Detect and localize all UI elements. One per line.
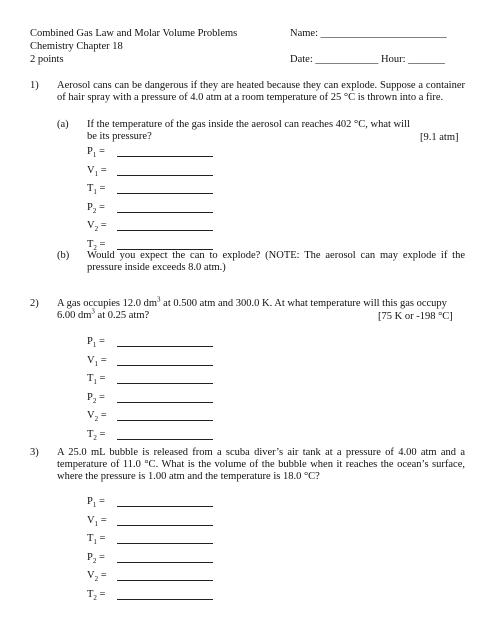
variable-subscript: 1 bbox=[92, 341, 97, 350]
answer-blank-line[interactable] bbox=[117, 599, 213, 600]
variable-label bbox=[87, 336, 105, 348]
equals-sign: = bbox=[96, 373, 106, 384]
variable-label bbox=[87, 589, 105, 601]
problem-2-text-part: A gas occupies 12.0 dm bbox=[57, 298, 158, 309]
answer-blank-line[interactable] bbox=[117, 346, 213, 347]
answer-blank-line[interactable] bbox=[117, 212, 213, 213]
variable-letter: P bbox=[87, 202, 93, 213]
variable-subscript: 2 bbox=[94, 575, 99, 584]
problem-2-text-part: at 0.500 atm and 300.0 K. At what temperature will this gas occupy 6.00 dm bbox=[57, 298, 447, 321]
equals-sign: = bbox=[96, 496, 105, 507]
variable-letter: V bbox=[87, 515, 95, 526]
problem-1b-text: Would you expect the can to explode? (NOTE: The aerosol can may explode if the pressure inside exceeds 8.0 atm.) bbox=[87, 250, 465, 273]
variable-subscript: 1 bbox=[94, 520, 99, 529]
variable-label bbox=[87, 392, 105, 404]
answer-blank-line[interactable] bbox=[117, 365, 213, 366]
variable-subscript: 1 bbox=[93, 188, 97, 197]
variable-letter: T bbox=[87, 373, 94, 384]
equals-sign: = bbox=[98, 355, 107, 366]
problem-1a-label: (a) bbox=[57, 119, 69, 130]
problem-1b-label: (b) bbox=[57, 250, 70, 261]
variable-label bbox=[87, 373, 105, 385]
variable-subscript: 1 bbox=[93, 378, 97, 387]
variable-label bbox=[87, 202, 105, 214]
variable-subscript: 2 bbox=[94, 225, 99, 234]
equals-sign: = bbox=[96, 429, 106, 440]
equals-sign: = bbox=[96, 589, 106, 600]
variable-label bbox=[87, 515, 107, 527]
equals-sign: = bbox=[96, 336, 105, 347]
variable-label bbox=[87, 533, 105, 545]
answer-blank-line[interactable] bbox=[117, 175, 213, 176]
equals-sign: = bbox=[96, 392, 105, 403]
equals-sign: = bbox=[98, 220, 107, 231]
variable-letter: V bbox=[87, 220, 95, 231]
equals-sign: = bbox=[96, 202, 105, 213]
equals-sign: = bbox=[98, 570, 107, 581]
variable-label bbox=[87, 183, 105, 195]
problem-1a-text: If the temperature of the gas inside the aerosol can reaches 402 °C, what will be its pressure? bbox=[87, 119, 410, 142]
superscript: 3 bbox=[157, 295, 161, 304]
variable-subscript: 2 bbox=[92, 397, 97, 406]
problem-3-text: A 25.0 mL bubble is released from a scuba diver’s air tank at a pressure of 4.00 atm and a temperature of 11.0 °C. What is the volume of the bubble when it reaches the ocean’s surface, where the pressure is 1.00 atm and the temperature is 18.0 °C? bbox=[57, 447, 465, 482]
variable-label bbox=[87, 165, 107, 177]
variable-subscript: 2 bbox=[92, 207, 97, 216]
equals-sign: = bbox=[98, 165, 107, 176]
variable-label bbox=[87, 220, 107, 232]
problem-2-number: 2) bbox=[30, 298, 39, 309]
answer-blank-line[interactable] bbox=[117, 230, 213, 231]
problem-1a-answer: [9.1 atm] bbox=[420, 132, 459, 143]
variable-letter: T bbox=[87, 589, 94, 600]
answer-blank-line[interactable] bbox=[117, 193, 213, 194]
variable-subscript: 2 bbox=[93, 434, 97, 443]
variable-letter: T bbox=[87, 239, 94, 250]
equals-sign: = bbox=[96, 146, 105, 157]
variable-letter: P bbox=[87, 146, 93, 157]
variable-letter: V bbox=[87, 355, 95, 366]
variable-letter: T bbox=[87, 183, 94, 194]
variable-letter: P bbox=[87, 552, 93, 563]
points-label: 2 points bbox=[30, 54, 64, 65]
problem-2-text-part: at 0.25 atm? bbox=[94, 310, 150, 321]
variable-subscript: 2 bbox=[92, 557, 97, 566]
equals-sign: = bbox=[96, 239, 106, 250]
problem-1-number: 1) bbox=[30, 80, 39, 91]
problem-2-answer: [75 K or -198 °C] bbox=[378, 311, 453, 322]
variable-subscript: 1 bbox=[94, 170, 99, 179]
variable-letter: P bbox=[87, 392, 93, 403]
variable-subscript: 1 bbox=[92, 501, 97, 510]
variable-subscript: 2 bbox=[94, 415, 99, 424]
variable-label bbox=[87, 410, 107, 422]
answer-blank-line[interactable] bbox=[117, 580, 213, 581]
answer-blank-line[interactable] bbox=[117, 562, 213, 563]
variable-letter: T bbox=[87, 429, 94, 440]
answer-blank-line[interactable] bbox=[117, 525, 213, 526]
problem-3-number: 3) bbox=[30, 447, 39, 458]
name-field[interactable]: Name: ________________________ bbox=[290, 28, 447, 39]
equals-sign: = bbox=[98, 515, 107, 526]
variable-label bbox=[87, 552, 105, 564]
answer-blank-line[interactable] bbox=[117, 506, 213, 507]
variable-subscript: 1 bbox=[94, 360, 99, 369]
equals-sign: = bbox=[96, 552, 105, 563]
superscript: 3 bbox=[91, 307, 95, 316]
answer-blank-line[interactable] bbox=[117, 439, 213, 440]
variable-label bbox=[87, 355, 107, 367]
answer-blank-line[interactable] bbox=[117, 156, 213, 157]
variable-subscript: 2 bbox=[93, 244, 97, 253]
variable-label bbox=[87, 496, 105, 508]
variable-letter: T bbox=[87, 533, 94, 544]
variable-letter: V bbox=[87, 570, 95, 581]
equals-sign: = bbox=[96, 533, 106, 544]
answer-blank-line[interactable] bbox=[117, 420, 213, 421]
variable-subscript: 2 bbox=[93, 594, 97, 603]
variable-subscript: 1 bbox=[92, 151, 97, 160]
answer-blank-line[interactable] bbox=[117, 402, 213, 403]
variable-letter: V bbox=[87, 410, 95, 421]
variable-letter: V bbox=[87, 165, 95, 176]
variable-letter: P bbox=[87, 336, 93, 347]
variable-label bbox=[87, 429, 105, 441]
equals-sign: = bbox=[98, 410, 107, 421]
answer-blank-line[interactable] bbox=[117, 383, 213, 384]
course-subtitle: Chemistry Chapter 18 bbox=[30, 41, 123, 52]
variable-subscript: 1 bbox=[93, 538, 97, 547]
equals-sign: = bbox=[96, 183, 106, 194]
worksheet-title: Combined Gas Law and Molar Volume Problems bbox=[30, 28, 238, 39]
variable-label bbox=[87, 146, 105, 158]
date-hour-field[interactable]: Date: ____________ Hour: _______ bbox=[290, 54, 445, 65]
variable-label bbox=[87, 570, 107, 582]
variable-letter: P bbox=[87, 496, 93, 507]
problem-1-text: Aerosol cans can be dangerous if they are heated because they can explode. Suppose a container of hair spray with a pressure of 4.0 atm at a room temperature of 25 °C is thrown into a fire. bbox=[57, 80, 465, 103]
answer-blank-line[interactable] bbox=[117, 543, 213, 544]
